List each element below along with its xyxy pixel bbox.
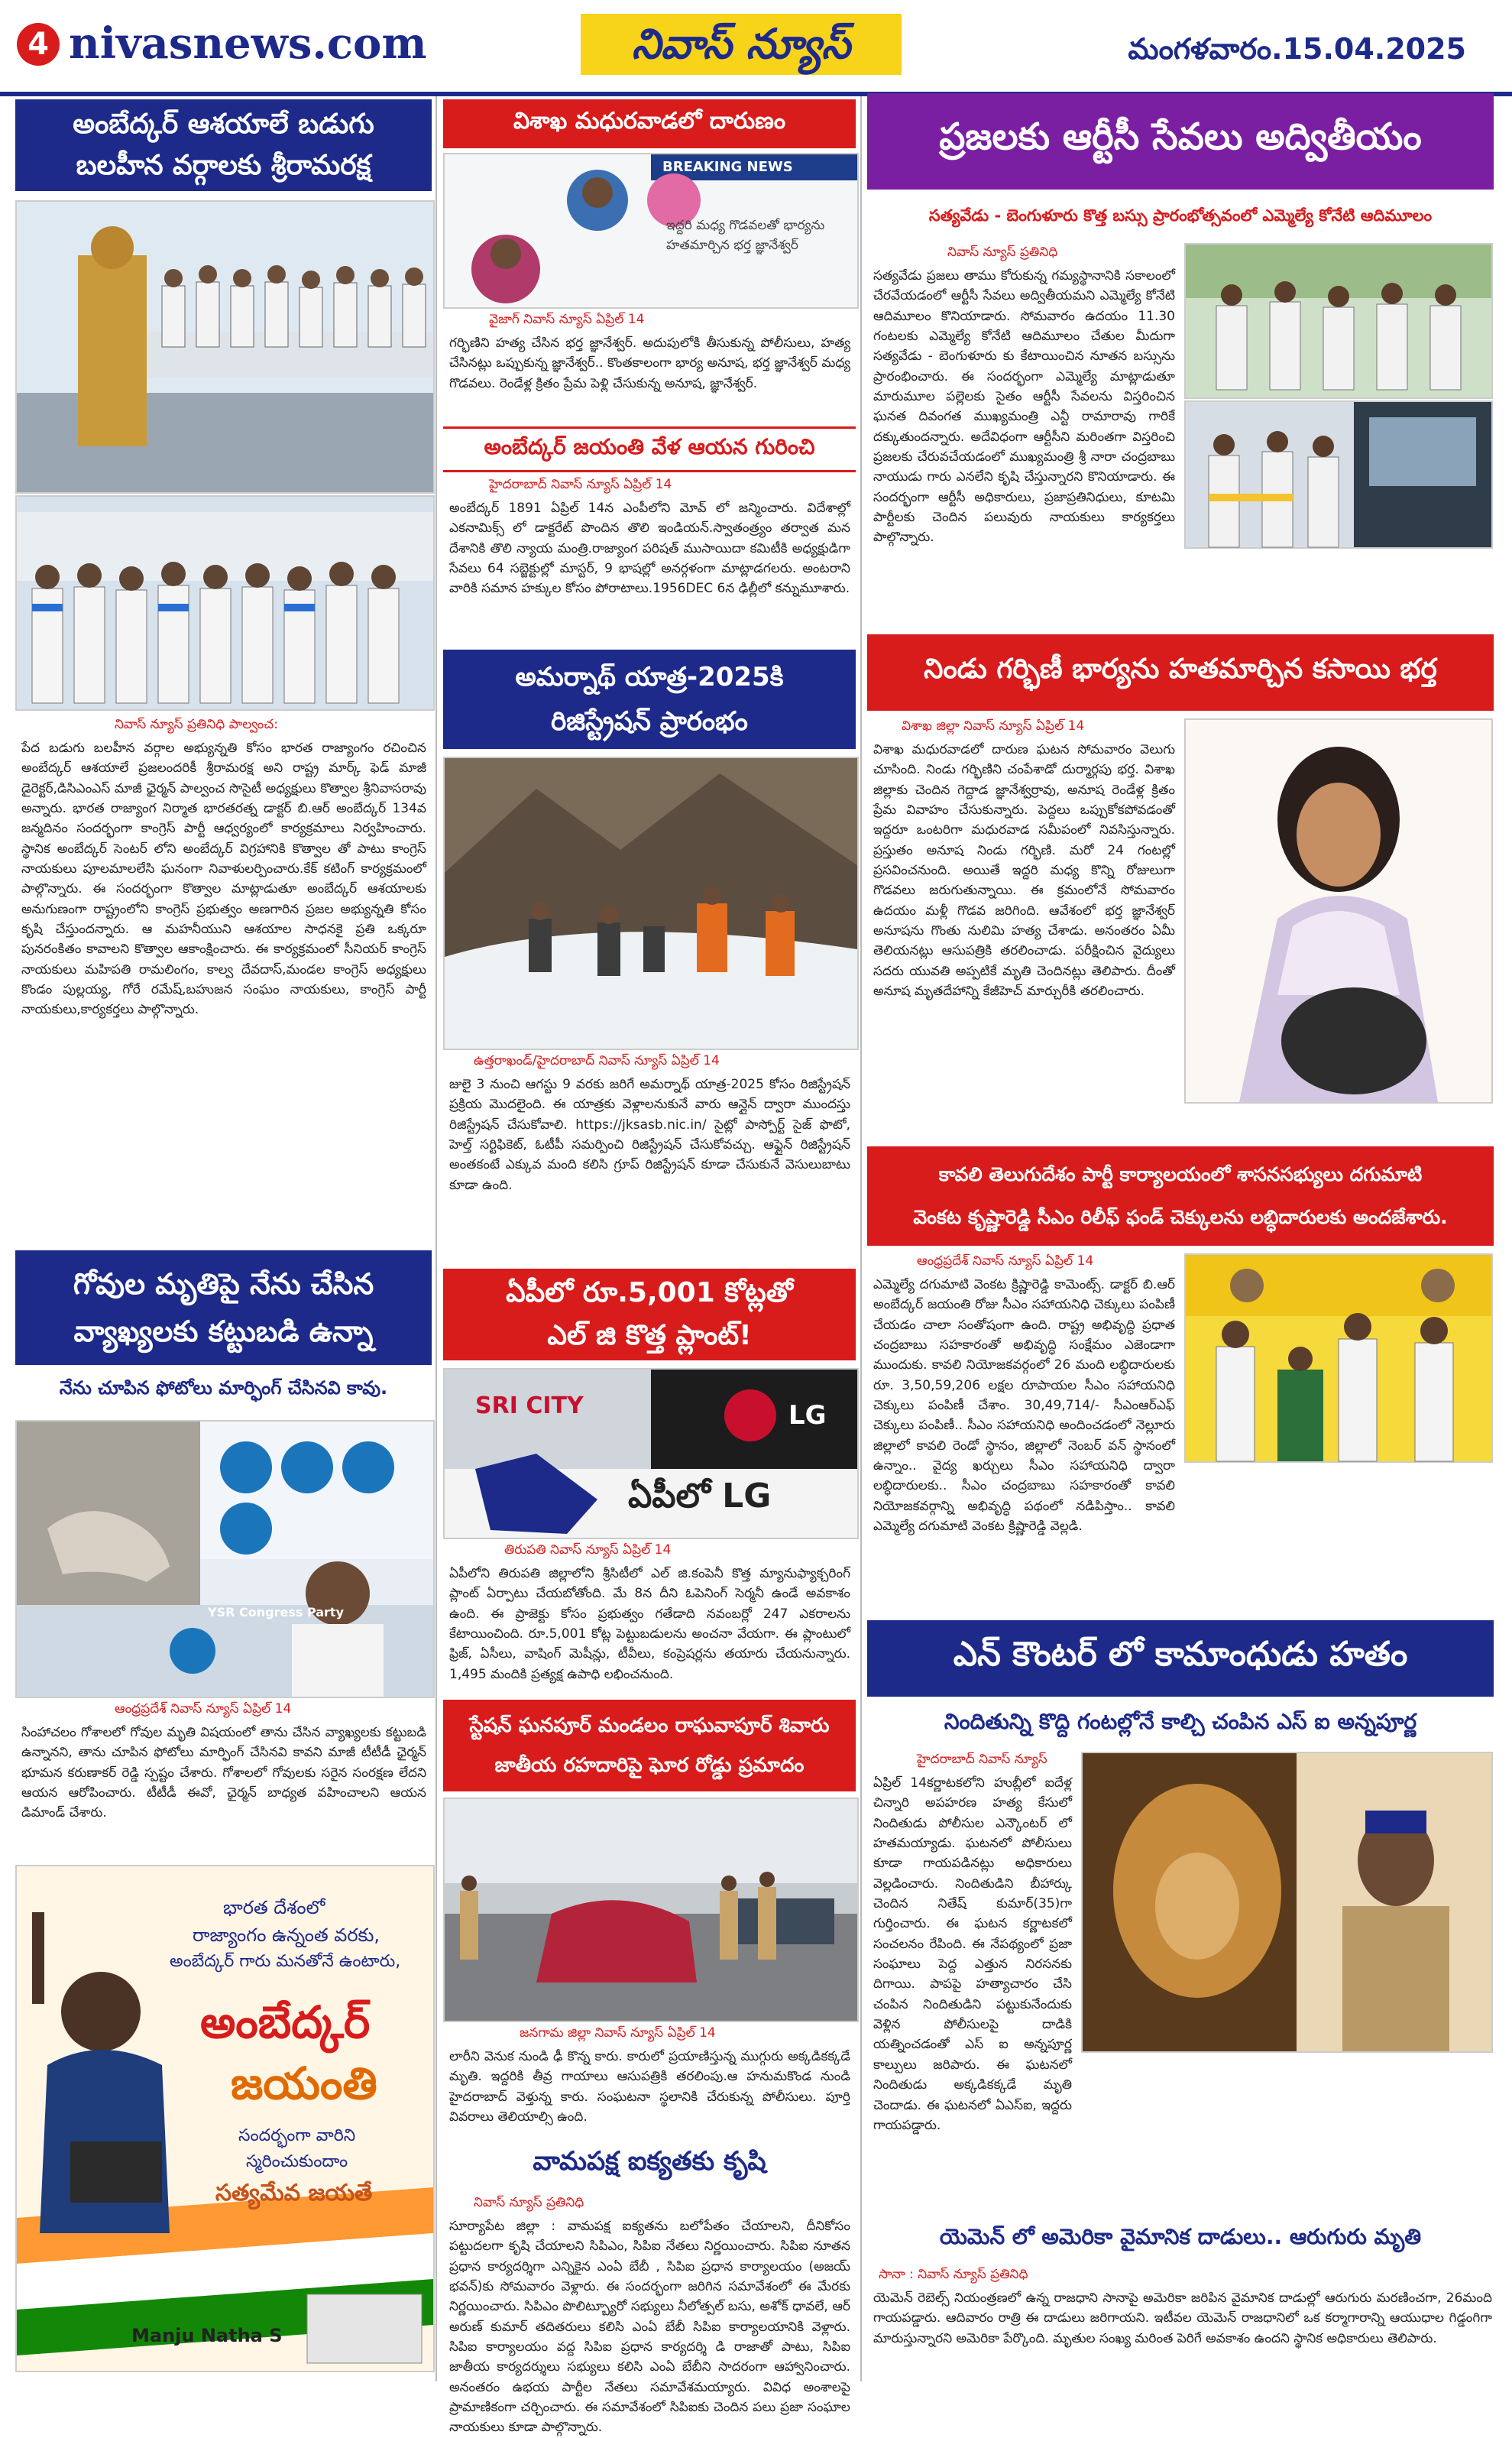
headline-line: గోవుల మృతిపై నేను చేసిన <box>73 1267 374 1301</box>
article-body: సూర్యాపేట జిల్లా : వామపక్ష ఐక్యతను బలోపేతం చేయాలని, దీనికోసం పట్టుదలగా కృషి చేయాలని సిపిఎం, సిపిఐ నేతలు నిర్ణయించారు. సిపిఐ నూతన ప్రధాన కార్యదర్శిగా ఎన్నికైన ఎంఏ బేబీ , సిపిఐ ప్రధాన కార్యాలయం (అజయ్ భవన్)కు సోమవారం వెళ్లారు. ఈ సందర్భంగా జరిగిన సమావేశంలో ఈ మేరకు నిర్ణయించారు. సిపిఎం పొలిట్బ్యూరో సభ్యులు నీలోత్పల్ బసు, అశోక్ ధావలే, ఆర్ అరుణ్ కుమార్ తదితరులు కలిసి ఎంఏ బేబీ సిపిఐ కార్యాలయానికి వెళ్లారు. సిపిఐ కార్యాలయం వద్ద సిపిఐ ప్రధాన కార్యదర్శి డి రాజాతో పాటు, సిపిఐ జాతీయ కార్యదర్శులు సభ్యులు కలిసి ఎంఏ బేబీని సాదరంగా ఆహ్వానించారు. అనంతరం ఉభయ పార్టీల నేతలు సమావేశమయ్యారు. వివిధ అంశాలపై ప్రామాణికంగా చర్చించారు. ఈ సమావేశంలో సిపిఐకు చెందిన పలు ప్రజా సంఘాల నాయకులు కూడా పాల్గొన్నారు. <box>449 2219 850 2436</box>
ad-line: స్మరించుకుందాం <box>246 2152 348 2171</box>
subheadline: నిందితున్ని కొద్ది గంటల్లోనే కాల్చి చంపిన ఎస్ ఐ అన్నపూర్ణ <box>867 1703 1494 1746</box>
headline-line: అంబేద్కర్ ఆశయాలే బడుగు <box>73 109 374 140</box>
article-body: విశాఖ మధురవాడలో దారుణ ఘటన సోమవారం వెలుగు చూసింది. నిండు గర్భిణిని చంపేశాడో దుర్మార్గపు భర్త. విశాఖ జిల్లాకు చెందిన గెద్దాడ జ్ఞానేశ్వర్రావు, అనూష రెండేళ్ల క్రితం ప్రేమ వివాహం చేసుకున్నారు. పెద్దలు ఒప్పుకోకపోవడంతో ఇద్దరూ ఒంటరిగా మధురవాడ సమీపంలో నివసిస్తున్నారు. ప్రస్తుతం అనూష నిండు గర్భిణి. మరో 24 గంటల్లో ప్రసవించనుంది. అయితే ఇద్దరి మధ్య కొన్ని రోజులుగా గొడవలు జరుగుతున్నాయి. ఈ క్రమంలోనే సోమవారం ఉదయం మళ్లీ గొడవ జరిగింది. ఆవేశంలో భర్త జ్ఞానేశ్వర్ అనూషను గొంతు నులిమి హత్య చేశాడు. అనంతరం ఏమీ తెలియనట్లు ఆసుపత్రికి తరలించాడు. పరీక్షించిన వైద్యులు సదరు యువతి అప్పటికే మృతి చెందినట్లు తెలిపారు. దీంతో అనూష మృతదేహాన్ని కేజీహెచ్ మార్చురీకి తరలించారు. <box>873 742 1175 1000</box>
photo-ambedkar-statue <box>15 200 435 494</box>
lg-logo-label: LG <box>788 1400 827 1431</box>
byline: హైదరాబాద్ నివాస్ న్యూస్ ఏప్రిల్ 14 <box>489 477 672 492</box>
photo-lg-sricity <box>443 1368 859 1539</box>
photo-breaking-news <box>443 153 859 309</box>
headline-yemen-strikes[interactable]: యెమెన్ లో అమెరికా వైమానిక దాడులు.. ఆరుగురు మృతి <box>867 2216 1494 2262</box>
column-divider <box>860 96 862 2381</box>
ad-line: భారత దేశంలో <box>223 1897 325 1918</box>
byline: ఆంధ్రప్రదేశ్ నివాస్ న్యూస్ ఏప్రిల్ 14 <box>115 1701 292 1717</box>
photo-bus-ceremony-2 <box>1184 400 1493 549</box>
headline-visakha-crime[interactable]: విశాఖ మధురవాడలో దారుణం <box>443 99 856 148</box>
article-body-continued <box>1189 552 1488 625</box>
headline-line: వెంకట కృష్ణారెడ్డి సీఎం రిలీఫ్ ఫండ్ చెక్కులను లబ్ధిదారులకు అందజేశారు. <box>913 1206 1448 1228</box>
byline: హైదరాబాద్ నివాస్ న్యూస్ <box>917 1752 1047 1767</box>
byline: వైజాగ్ నివాస్ న్యూస్ ఏప్రిల్ 14 <box>489 312 645 327</box>
breaking-news-label: BREAKING NEWS <box>662 159 793 175</box>
byline: ఆంధ్రప్రదేశ్ నివాస్ న్యూస్ ఏప్రిల్ 14 <box>917 1253 1094 1269</box>
photo-si-annapurna <box>1081 1752 1493 2053</box>
headline-line: వ్యాఖ్యలకు కట్టుబడి ఉన్నా <box>73 1315 374 1348</box>
site-name[interactable]: nivasnews.com <box>69 18 427 69</box>
page-number: 4 <box>17 23 60 66</box>
party-banner-text: YSR Congress Party <box>208 1605 344 1619</box>
headline-cow-deaths[interactable] <box>15 1250 432 1365</box>
byline: ఉత్తరాఖండ్/హైదరాబాద్ నివాస్ న్యూస్ ఏప్రిల్ 14 <box>474 1053 720 1068</box>
photo-amarnath-yatra <box>443 757 859 1050</box>
headline-road-accident[interactable] <box>443 1700 856 1791</box>
headline-line: స్టేషన్ ఘనపూర్ మండలం రాఘవాపూర్ శివారు <box>469 1714 830 1737</box>
article-body: ఏపీలోని తిరుపతి జిల్లాలోని శ్రీసిటీలో ఎల్ జి.కంపెనీ కొత్త మ్యానుఫ్యాక్చరింగ్ ప్లాంట్ ఏర్పాటు చేయబోతోంది. మే 8న దీని ఓపెనింగ్ సెర్మనీ ఉండే అవకాశం ఉంది. ఈ ప్రాజెక్టు కోసం ప్రభుత్వం గతేడాది నవంబర్లో 247 ఎకరాలను కేటాయించింది. రూ.5,001 కోట్ల పెట్టుబడులను అంచనా వేయగా. ఈ ప్లాంటులో ఫ్రిజ్, ఏసీలు, వాషింగ్ మెషీన్లు, టీవీలు, కంప్రెషర్లను తయారు చేయనున్నారు. 1,495 మందికి ప్రత్యక్ష ఉపాధి లభించనుంది. <box>449 1566 850 1682</box>
headline-line: బలహీన వర్గాలకు శ్రీరామరక్ష <box>76 150 371 181</box>
ad-title: జయంతి <box>231 2057 377 2109</box>
breaking-news-text: ఇద్దరి మధ్య గొడవలతో భార్యను హతమార్చిన భర్త జ్ఞానేశ్వర్ <box>666 218 825 253</box>
ad-line: రాజ్యాంగం ఉన్నంత వరకు, <box>193 1924 380 1946</box>
headline-encounter[interactable]: ఎన్ కౌంటర్ లో కామాంధుడు హతం <box>867 1620 1494 1697</box>
sricity-label: SRI CITY <box>475 1392 584 1419</box>
photo-congress-leaders <box>15 495 435 711</box>
headline-ambedkar-ideals[interactable] <box>15 99 432 191</box>
byline: నివాస్ న్యూస్ ప్రతినిధి <box>474 2195 584 2210</box>
article-body: సత్యవేడు ప్రజలు తాము కోరుకున్న గమ్యస్థానానికి సకాలంలో చేరవేయడంలో ఆర్టీసీ సేవలు అద్వితీయమని ఎమ్మెల్యే కోనేటి ఆదిమూలం కొనియాడారు. సోమవారం ఉదయం 11.30 గంటలకు ఎమ్మెల్యే కోనేటి ఆదిమూలం చేతుల మీదుగా సత్యవేడు - బెంగుళూరు కు కేటాయించిన నూతన బస్సును ప్రారంభించారు. ఈ సందర్భంగా ఎమ్మెల్యే మాట్లాడుతూ మారుమూల పల్లెలకు సైతం ఆర్టీసీ సేవలను విస్తరించిన ఘనత దివంగత ముఖ్యమంత్రి ఎన్టీ రామారావు గారికే దక్కుతుందన్నారు. అదేవిధంగా ఆర్టీసీని మరింతగా విస్తరించి ప్రజలకు చేరువచేయడంలో ముఖ్యమంత్రి శ్రీ నారా చంద్రబాబు నాయుడు గారు ఎనలేని కృషి చేస్తున్నారని కొనియాడారు. ఈ సందర్భంగా ఆర్టీసీ అధికారులు, ప్రజాప్రతినిధులు, కూటమి పార్టీలకు చెందిన పలువురు నాయకులు కార్యకర్తలు పాల్గొన్నారు. <box>873 268 1175 546</box>
photo-caption-text <box>1189 1105 1488 1136</box>
headline-ambedkar-jayanti[interactable]: అంబేద్కర్ జయంతి వేళ ఆయన గురించి <box>443 426 856 472</box>
article-body: యెమెన్ రెబెల్స్ నియంత్రణలో ఉన్న రాజధాని సానాపై అమెరికా జరిపిన వైమానిక దాడుల్లో ఆరుగురు మరణించగా, 26మంది గాయపడ్డారు. ఆదివారం రాత్రి ఈ దాడులు జరిగాయని. ఇటీవల యెమెన్ రాజధానిలో ఒక కర్మాగారాన్ని ఆయుధాల గిడ్డంగిగా మారుస్తున్నారని అమెరికా పేర్కొంది. మృతుల సంఖ్య మరింత పెరిగే అవకాశం ఉందని స్థానిక అధికారులు తెలిపారు. <box>873 2290 1492 2346</box>
article-body: జులై 3 నుంచి ఆగస్టు 9 వరకు జరిగే అమర్నాథ్ యాత్ర-2025 కోసం రిజిస్ట్రేషన్ ప్రక్రియ మొదలైంది. ఈ యాత్రకు వెళ్లాలనుకునే వారు ఆన్లైన్ ద్వారా ముందస్తు రిజిస్ట్రేషన్ చేసుకోవాలి. https://jksasb.nic.in/ సైట్లో పాస్పోర్ట్ సైజ్ ఫొటో, హెల్త్ సర్టిఫికెట్, ఓటీపీ సమర్పించి రిజిస్ట్రేషన్ చేసుకోవచ్చు. ఆఫ్లైన్ రిజిస్ట్రేషన్ అంతకంటే ఎక్కువ మంది కలిసి గ్రూప్ రిజిస్ట్రేషన్ కూడా చేసుకునే వెసులుబాటు కూడా ఉంది. <box>449 1077 850 1193</box>
headline-pregnant-wife-murder[interactable]: నిండు గర్భిణీ భార్యను హతమార్చిన కసాయి భర్త <box>867 634 1494 711</box>
ad-line: సందర్భంగా వారిని <box>238 2126 356 2145</box>
article-body: పేద బడుగు బలహీన వర్గాల అభ్యున్నతి కోసం భారత రాజ్యాంగం రచించిన అంబేద్కర్ ఆశయాలే ప్రజలందరికీ శ్రీరామరక్ష అని రాష్ట్ర మార్క్ ఫెడ్ మాజీ డైరెక్టర్,డిసిఎంఎస్ మాజీ ఛైర్మన్ పాల్వంచ సొసైటీ అధ్యక్షులు కొత్వాల శ్రీనివాసరావు అన్నారు. భారత రాజ్యాంగ నిర్మాత భారతరత్న డాక్టర్ బి.ఆర్ అంబేద్కర్ 134వ జన్మదినం సందర్భంగా కాంగ్రెస్ పార్టీ ఆధ్వర్యంలో కార్యక్రమాలు నిర్వహించారు. స్థానిక అంబేద్కర్ సెంటర్ లోని అంబేద్కర్ విగ్రహానికి కొత్వాల తో పాటు కాంగ్రెస్ నాయకులు పూలమాలలేసి ఘనంగా నివాళులర్పించారు.కేక్ కటింగ్ కార్యక్రమంలో పాల్గొన్నారు. ఈ సందర్భంగా కొత్వాల మాట్లాడుతూ అంబేద్కర్ ఆశయాలకు అనుగుణంగా రాష్ట్రంలోని కాంగ్రెస్ ప్రభుత్వం అణగారిన ప్రజల అభ్యున్నతి కోసం కృషి చేస్తుందన్నారు. ఆ మహనీయుని ఆశయాల సాధనకై ప్రతి ఒక్కరూ పునరంకితం కావాలని కొత్వాల ఆకాంక్షించారు. ఈ కార్యక్రమంలో సీనియర్ కాంగ్రెస్ నాయకులు మహిపతి రామలింగం, కాల్వ దేవదాస్,మండల కాంగ్రెస్ అధ్యక్షులు కొండం పుల్లయ్య, గోరే రమేష్,బహుజన సంఘం నాయకులు, కాంగ్రెస్ పార్టీ నాయకులు,కార్యకర్తలు పాల్గొన్నారు. <box>21 741 426 1018</box>
article-body: అంబేద్కర్ 1891 ఏప్రిల్ 14న ఎంపీలోని మోవ్ లో జన్మించారు. విదేశాల్లో ఎకనామిక్స్ లో డాక్టరేట్ పొందిన తొలి ఇండియన్.స్వాతంత్ర్యం తర్వాత మన దేశానికి తొలి న్యాయ మంత్రి.రాజ్యాంగ పరిషత్ ముసాయిదా కమిటీకి అధ్యక్షుడిగా సేవలు 64 సబ్జెక్టుల్లో మాస్టర్, 9 భాషల్లో అనర్గళంగా మాట్లాడగలరు. అంటరాని వారికి సమాన హక్కుల కోసం పోరాటాలు.1956DEC 6న ఢిల్లీలో కన్నుమూశారు. <box>449 501 850 597</box>
byline: సానా : నివాస్ న్యూస్ ప్రతినిధి <box>879 2267 1028 2282</box>
ad-line: సత్యమేవ జయతే <box>215 2180 373 2206</box>
headline-lg-plant[interactable] <box>443 1269 856 1360</box>
photo-bus-ceremony-1 <box>1184 243 1493 399</box>
ad-ambedkar-jayanti <box>15 1865 435 2372</box>
photo-accident-scene <box>443 1798 859 2022</box>
byline: విశాఖ జిల్లా నివాస్ న్యూస్ ఏప్రిల్ 14 <box>902 718 1085 734</box>
headline-left-unity[interactable]: వామపక్ష ఐక్యతకు కృషి <box>443 2140 856 2189</box>
headline-line: కావలి తెలుగుదేశం పార్టీ కార్యాలయంలో శాసనసభ్యులు దగుమాటి <box>938 1163 1423 1185</box>
ad-title: అంబేద్కర్ <box>200 1996 371 2048</box>
headline-line: ఎల్ జి కొత్త ప్లాంట్! <box>547 1320 752 1351</box>
article-body: గర్భిణిని హత్య చేసిన భర్త జ్ఞానేశ్వర్. అదుపులోకి తీసుకున్న పోలీసులు, హత్య చేసినట్లు ఒప్పుకున్న జ్ఞానేశ్వర్.. కొంతకాలంగా భార్య అనూష, భర్త జ్ఞానేశ్వర్ మధ్య గొడవలు. రెండేళ్ల క్రితం ప్రేమ పెళ్లి చేసుకున్న అనూష, జ్ఞానేశ్వర్. <box>449 336 850 391</box>
photo-anusha <box>1184 718 1493 1104</box>
headline-line: రిజిస్ట్రేషన్ ప్రారంభం <box>551 706 748 737</box>
issue-date: మంగళవారం.15.04.2025 <box>1128 32 1466 66</box>
byline: నివాస్ న్యూస్ ప్రతినిధి <box>947 245 1058 260</box>
ap-lg-label: ఏపీలో LG <box>628 1477 772 1516</box>
photo-bhumana-press <box>15 1420 435 1698</box>
subheadline: నేను చూపిన ఫోటోలు మార్ఫింగ్ చేసినవి కావు. <box>15 1370 432 1411</box>
article-body-continued <box>873 2056 1492 2201</box>
byline: తిరుపతి నివాస్ న్యూస్ ఏప్రిల్ 14 <box>504 1542 672 1558</box>
subheadline: సత్యవేడు - బెంగుళూరు కొత్త బస్సు ప్రారంభోత్సవంలో ఎమ్మెల్యే కోనేటి ఆదిమూలం <box>867 197 1494 238</box>
photo-kavali-mla <box>1184 1253 1493 1463</box>
article-body: సింహాచలం గోశాలలో గోవుల మృతి విషయంలో తాను చేసిన వ్యాఖ్యలకు కట్టుబడి ఉన్నానని, తాను చూపిన ఫోటోలు మార్ఫింగ్ చేసినవి కావని మాజీ టీటీడీ ఛైర్మన్ భూమన కరుణాకర్ రెడ్డి స్పష్టం చేశారు. గోశాలలో గోవులకు సరైన సంరక్షణ లేదని ఆయన ఆరోపించారు. టీటీడీ ఈవో, ఛైర్మన్ బాధ్యత వహించాలని ఆయన డిమాండ్ చేశారు. <box>21 1725 426 1821</box>
headline-line: అమర్నాథ్ యాత్ర-2025కి <box>515 662 784 692</box>
byline: నివాస్ న్యూస్ ప్రతినిధి పాల్వంచ: <box>115 717 278 732</box>
byline: జనగామ జిల్లా నివాస్ న్యూస్ ఏప్రిల్ 14 <box>520 2025 716 2041</box>
ad-line: అంబేద్కర్ గారు మనతోనే ఉంటారు, <box>170 1952 401 1971</box>
headline-rtc-services[interactable]: ప్రజలకు ఆర్టీసీ సేవలు అద్వితీయం <box>867 93 1494 190</box>
headline-kavali-cheques[interactable] <box>867 1146 1494 1246</box>
column-divider <box>435 96 437 2381</box>
article-body: ఎమ్మెల్యే దగుమాటి వెంకట క్రిష్ణారెడ్డి కామెంట్స్. డాక్టర్ బి.ఆర్ అంబేద్కర్ జయంతి రోజు సీఎం సహాయనిధి చెక్కులు పంపిణీ చేయడం చాలా సంతోషంగా ఉంది. రాష్ట్ర అభివృద్ధి ప్రధాత చంద్రబాబు సహకారంతో అభివృద్ధి సంక్షేమం ఎజెండాగా ముందుకు. కావలి నియోజకవర్గంలో 26 మంది లబ్ధిదారులకు రూ. 3,50,59,206 లక్షల రూపాయల సీఎం సహాయనిధి చెక్కులు పంపిణీ చేశాం. 30,49,714/- సీఎంఆర్ఎఫ్ చెక్కులు పంపిణీ.. సీఎం సహాయనిధి అందించడంలో నెల్లూరు జిల్లాలో కావలి రెండో స్థానం, జిల్లాలో నెంబర్ వన్ స్థానంలో ఉన్నాం.. వైద్య ఖర్చులు సీఎం సహాయనిధి ద్వారా లబ్ధిదారులకు.. సీఎం చంద్రబాబు సహకారంతో కావలి నియోజకవర్గాన్ని అభివృద్ధి పథంలో నడిపిస్తాం.. కావలి ఎమ్మెల్యే దగుమాటి వెంకట క్రిష్ణారెడ్డి వెల్లడి. <box>873 1277 1175 1535</box>
ad-sponsor-name: Manju Natha S <box>131 2325 283 2346</box>
article-body: లారీని వెనుక నుండి ఢీ కొన్న కారు. కారులో ప్రయాణిస్తున్న ముగ్గురు అక్కడికక్కడే మృతి. ఇద్దరికి తీవ్ర గాయాలు ఆసుపత్రికి తరలింపు.ఆ హనుమకొండ నుండి హైదరాబాద్ వెళ్తున్న కారు. సంఘటనా స్థలానికి చేరుకున్న పోలీసులు. పూర్తి వివరాలు తెలియాల్సి ఉంది. <box>449 2049 850 2125</box>
masthead <box>0 0 1512 96</box>
headline-line: ఏపీలో రూ.5,001 కోట్లతో <box>506 1277 793 1308</box>
paper-title: నివాస్ న్యూస్ <box>581 14 902 75</box>
article-body: ఏప్రిల్ 14కర్ణాటకలోని హుబ్లీలో ఐదేళ్ల చిన్నారి అపహరణ హత్య కేసులో నిందితుడు పోలీసుల ఎన్కౌంటర్ లో హతమయ్యాడు. ఘటనలో పోలీసులు కూడా గాయపడినట్లు అధికారులు వెల్లడించారు. నిందితుడిని బీహార్కు చెందిన నితేష్ కుమార్(35)గా గుర్తించారు. ఈ ఘటన కర్ణాటకలో సంచలనం రేపింది. ఈ నేపథ్యంలో ప్రజా సంఘాలు పెద్ద ఎత్తున నిరసనకు దిగాయి. పాపపై హత్యాచారం చేసి చంపిన నిందితుడిని పట్టుకునేందుకు వెళ్లిన పోలీసులపై దాడికి యత్నించడంతో ఎస్ ఐ అన్నపూర్ణ కాల్పులు జరిపారు. ఈ ఘటనలో నిందితుడు అక్కడికక్కడే మృతి చెందాడు. ఈ ఘటనలో ఏఎస్ఐ, ఇద్దరు గాయపడ్డారు. <box>873 1775 1072 2133</box>
headline-amarnath[interactable] <box>443 650 856 749</box>
article-body-continued <box>1189 1466 1488 1611</box>
headline-line: జాతీయ రహదారిపై ఘోర రోడ్డు ప్రమాదం <box>494 1754 805 1777</box>
